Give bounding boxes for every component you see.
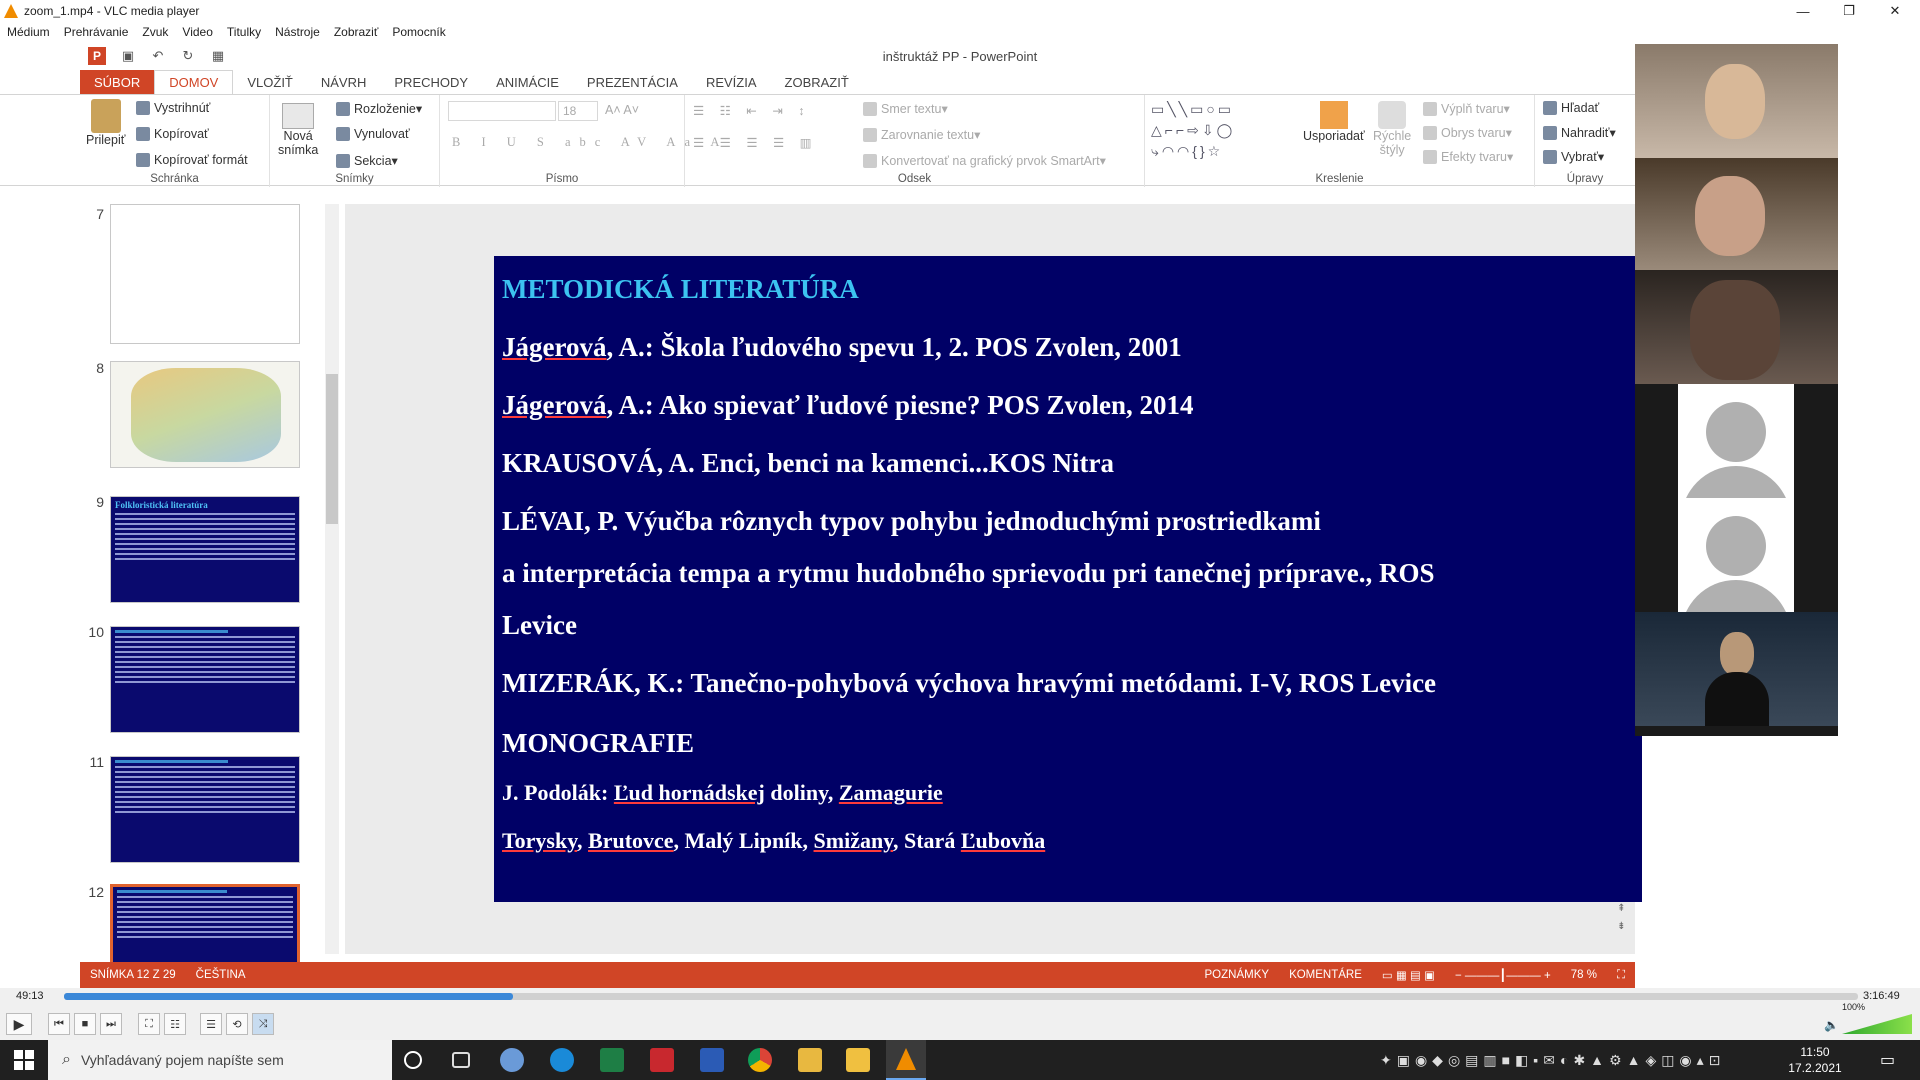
participant-video-3 bbox=[1635, 270, 1838, 384]
document-title: inštruktáž PP - PowerPoint bbox=[882, 49, 1038, 64]
view-buttons[interactable]: ▭ ▦ ▤ ▣ bbox=[1381, 970, 1435, 982]
map-image bbox=[121, 229, 271, 319]
replace-button[interactable]: Nahradiť ▾ bbox=[1543, 125, 1616, 140]
task-view-icon[interactable] bbox=[452, 1052, 470, 1068]
scrollbar-thumb[interactable] bbox=[326, 374, 338, 524]
thumbnail-slide-11[interactable] bbox=[110, 756, 300, 863]
menu-subtitles[interactable]: Titulky bbox=[226, 25, 262, 39]
edge-icon[interactable] bbox=[550, 1048, 574, 1072]
new-slide-button[interactable]: Nová snímka bbox=[278, 103, 318, 157]
slides-group bbox=[270, 95, 440, 187]
person-face bbox=[1720, 632, 1754, 676]
tab-file[interactable]: SÚBOR bbox=[80, 70, 154, 94]
participant-tile-no-video-1 bbox=[1635, 384, 1838, 498]
edit-scroll-buttons[interactable]: ⇞ ⇟ bbox=[1617, 903, 1626, 932]
slide-line-5: a interpretácia tempa a rytmu hudobného sprievodu pri tanečnej príprave., ROS bbox=[502, 558, 1435, 588]
menu-playback[interactable]: Prehrávanie bbox=[63, 25, 129, 39]
slide-line-8: MONOGRAFIE bbox=[502, 728, 694, 758]
tab-home[interactable]: DOMOV bbox=[154, 70, 233, 94]
slide-line-2: Jágerová, A.: Ako spievať ľudové piesne? POS Zvolen, 2014 bbox=[502, 390, 1194, 420]
brush-icon bbox=[136, 153, 150, 167]
comments-button[interactable]: KOMENTÁRE bbox=[1289, 969, 1362, 981]
arrange-button[interactable]: Usporiadať bbox=[1303, 101, 1365, 143]
shape-effects-button[interactable]: Efekty tvaru ▾ bbox=[1423, 149, 1513, 164]
vlc-taskbar-button[interactable] bbox=[886, 1040, 926, 1080]
current-slide[interactable] bbox=[494, 256, 1642, 902]
vlc-menu-bar bbox=[0, 22, 1920, 42]
thumb-number: 12 bbox=[88, 884, 104, 900]
smartart-icon bbox=[863, 154, 877, 168]
font-style-buttons[interactable]: B I U S abc AV Aa A bbox=[452, 135, 729, 149]
slides-label: Snímky bbox=[335, 173, 374, 185]
slide-line-3: KRAUSOVÁ, A. Enci, benci na kamenci...KOS Nitra bbox=[502, 448, 1115, 478]
reset-button[interactable]: Vynulovať bbox=[336, 127, 410, 141]
shape-outline-button[interactable]: Obrys tvaru ▾ bbox=[1423, 125, 1512, 140]
zoom-slider[interactable]: − ———┃——— + bbox=[1454, 970, 1551, 982]
thumb-title: Folkloristická literatúra bbox=[115, 500, 208, 510]
minimize-button[interactable]: — bbox=[1796, 3, 1810, 19]
grow-font-icon[interactable]: A˄ A˅ bbox=[605, 103, 640, 117]
taskbar-search[interactable] bbox=[48, 1040, 392, 1080]
thumbnail-slide-9[interactable] bbox=[110, 496, 300, 603]
menu-medium[interactable]: Médium bbox=[7, 25, 50, 39]
tab-animations[interactable]: ANIMÁCIE bbox=[496, 74, 559, 90]
window-title: zoom_1.mp4 - VLC media player bbox=[24, 4, 200, 18]
drawing-label: Kreslenie bbox=[1315, 173, 1364, 185]
drawing-group bbox=[1145, 95, 1535, 187]
undo-icon[interactable]: ↶ bbox=[152, 48, 164, 63]
menu-tools[interactable]: Nástroje bbox=[275, 25, 320, 39]
start-presentation-icon[interactable]: ▦ bbox=[211, 48, 225, 63]
participant-video-6 bbox=[1635, 612, 1838, 726]
reset-icon bbox=[336, 127, 350, 141]
font-group bbox=[440, 95, 729, 187]
user-avatar-body bbox=[1681, 466, 1791, 498]
quick-styles-button[interactable]: Rýchle štýly bbox=[1373, 101, 1411, 157]
cut-button[interactable]: Vystrihnúť bbox=[136, 101, 210, 115]
slide-line-7: MIZERÁK, K.: Tanečno-pohybová výchova hravými metódami. I-V, ROS Levice bbox=[502, 668, 1437, 698]
video-letterbox bbox=[1838, 44, 1920, 988]
word-icon[interactable] bbox=[700, 1048, 724, 1072]
taskbar-clock[interactable] bbox=[1770, 1044, 1860, 1076]
app-icon[interactable] bbox=[500, 1048, 524, 1072]
slide-line-1: Jágerová, A.: Škola ľudového spevu 1, 2. POS Zvolen, 2001 bbox=[502, 332, 1182, 362]
chrome-icon[interactable] bbox=[748, 1048, 772, 1072]
tab-insert[interactable]: VLOŽIŤ bbox=[247, 74, 293, 90]
play-button[interactable]: ▶ bbox=[6, 1013, 32, 1035]
user-avatar-icon bbox=[1706, 516, 1766, 576]
windows-start-icon[interactable] bbox=[14, 1050, 34, 1070]
align-text-button[interactable]: Zarovnanie textu ▾ bbox=[863, 127, 980, 142]
map-image bbox=[131, 368, 281, 462]
format-painter-button[interactable]: Kopírovať formát bbox=[136, 153, 248, 167]
playlist-button[interactable]: ☰ bbox=[200, 1013, 222, 1035]
fullscreen-button[interactable]: ⛶ bbox=[138, 1013, 160, 1035]
clock-time: 11:50 bbox=[1800, 1045, 1830, 1059]
notes-button[interactable]: POZNÁMKY bbox=[1204, 969, 1270, 981]
ribbon bbox=[0, 94, 1635, 186]
redo-icon[interactable]: ↻ bbox=[182, 48, 194, 63]
excel-icon[interactable] bbox=[600, 1048, 624, 1072]
thumbnail-scrollbar[interactable] bbox=[325, 204, 339, 954]
binoculars-icon bbox=[1543, 101, 1557, 115]
thumb-number: 10 bbox=[88, 624, 104, 640]
extended-settings-button[interactable]: ☷ bbox=[164, 1013, 186, 1035]
menu-view[interactable]: Zobraziť bbox=[333, 25, 379, 39]
user-avatar-body bbox=[1681, 580, 1791, 612]
editing-label: Úpravy bbox=[1566, 173, 1604, 185]
text-direction-icon bbox=[863, 102, 877, 116]
paragraph-group bbox=[685, 95, 1145, 187]
slide-line-4: LÉVAI, P. Výučba rôznych typov pohybu jednoduchými prostriedkami bbox=[502, 506, 1321, 536]
seek-progress bbox=[64, 993, 513, 1000]
scissors-icon bbox=[136, 101, 150, 115]
fill-icon bbox=[1423, 102, 1437, 116]
menu-help[interactable]: Pomocník bbox=[392, 25, 446, 39]
align-buttons[interactable]: ☰ ☰ ☰ ☰ ▥ bbox=[693, 136, 818, 150]
total-time: 3:16:49 bbox=[1863, 990, 1900, 1002]
section-button[interactable]: Sekcia ▾ bbox=[336, 153, 398, 168]
clock-date: 17.2.2021 bbox=[1788, 1061, 1842, 1075]
vlc-controls bbox=[0, 988, 1920, 1040]
maximize-button[interactable]: ❐ bbox=[1843, 3, 1855, 18]
layout-button[interactable]: Rozloženie ▾ bbox=[336, 101, 422, 116]
align-text-icon bbox=[863, 128, 877, 142]
save-icon[interactable]: ▣ bbox=[121, 48, 135, 63]
new-slide-icon bbox=[282, 103, 314, 129]
replace-icon bbox=[1543, 126, 1557, 140]
slide-line-6: Levice bbox=[502, 610, 577, 640]
search-icon: ⌕ bbox=[62, 1051, 71, 1068]
windows-taskbar bbox=[0, 1040, 1920, 1080]
vlc-title-bar bbox=[0, 0, 1920, 22]
elapsed-time: 49:13 bbox=[16, 990, 44, 1002]
thumb-number: 11 bbox=[89, 754, 104, 770]
person-face bbox=[1695, 176, 1765, 256]
thumbnail-slide-7[interactable] bbox=[110, 204, 300, 344]
person-face bbox=[1690, 280, 1780, 380]
thumb-number: 8 bbox=[96, 360, 104, 376]
close-button[interactable]: ✕ bbox=[1889, 3, 1901, 18]
section-icon bbox=[336, 154, 350, 168]
volume-level: 100% bbox=[1842, 1002, 1866, 1012]
menu-video[interactable]: Video bbox=[182, 25, 213, 39]
previous-button[interactable]: ⏮ bbox=[48, 1013, 70, 1035]
fit-slide-icon[interactable]: ⛶ bbox=[1616, 968, 1625, 981]
user-avatar-icon bbox=[1706, 402, 1766, 462]
copy-icon bbox=[136, 127, 150, 141]
paragraph-label: Odsek bbox=[897, 173, 932, 185]
text-direction-button[interactable]: Smer textu ▾ bbox=[863, 101, 948, 116]
app-red-icon[interactable] bbox=[650, 1048, 674, 1072]
person-face bbox=[1705, 64, 1765, 139]
slide-line-9: J. Podolák: Ľud hornádskej doliny, Zamagurie bbox=[502, 780, 943, 805]
tab-design[interactable]: NÁVRH bbox=[320, 74, 367, 90]
speaker-icon[interactable]: 🔈 bbox=[1824, 1018, 1839, 1032]
shapes-gallery[interactable]: ▭╲╲▭○▭ △⌐⌐⇨⇩◯ ⤷◠◠{}☆ bbox=[1151, 101, 1236, 159]
copy-button[interactable]: Kopírovať bbox=[136, 127, 209, 141]
slide-thumbnail-pane bbox=[80, 204, 345, 964]
font-label: Písmo bbox=[545, 173, 579, 185]
clipboard-group bbox=[80, 95, 270, 187]
thumbnail-slide-10[interactable] bbox=[110, 626, 300, 733]
person-body bbox=[1705, 672, 1769, 726]
paste-button[interactable]: Prilepiť bbox=[86, 99, 125, 147]
zoom-level[interactable]: 78 % bbox=[1570, 969, 1597, 981]
arrange-icon bbox=[1320, 101, 1348, 129]
participant-video-2 bbox=[1635, 158, 1838, 270]
editing-group bbox=[1535, 95, 1635, 187]
folder-icon[interactable] bbox=[798, 1048, 822, 1072]
slide-heading: METODICKÁ LITERATÚRA bbox=[502, 274, 859, 304]
vlc-cone-icon bbox=[896, 1048, 916, 1070]
slide-line-10: Torysky, Brutovce, Malý Lipník, Smižany, Stará Ľubovňa bbox=[502, 828, 1046, 853]
thumb-number: 9 bbox=[96, 494, 104, 510]
powerpoint-logo-icon: P bbox=[88, 47, 106, 65]
search-placeholder: Vyhľadávaný pojem napíšte sem bbox=[80, 1052, 284, 1068]
list-buttons[interactable]: ☰ ☷ ⇤ ⇥ ↕ bbox=[693, 104, 811, 118]
system-tray-icons[interactable]: ✦▣◉◆◎▤▥■◧▪✉◐✱▲⚙▲◈◫◉▴⊡ bbox=[1380, 1052, 1726, 1068]
participant-video-1 bbox=[1635, 44, 1838, 158]
thumbnail-slide-8[interactable] bbox=[110, 361, 300, 468]
font-size-field[interactable]: 18 bbox=[558, 101, 598, 121]
cortana-icon[interactable] bbox=[404, 1051, 422, 1069]
next-button[interactable]: ⏭ bbox=[100, 1013, 122, 1035]
notification-icon[interactable]: ▭ bbox=[1880, 1052, 1896, 1069]
smartart-button[interactable]: Konvertovať na grafický prvok SmartArt ▾ bbox=[863, 153, 1106, 168]
stop-button[interactable]: ■ bbox=[74, 1013, 96, 1035]
language-indicator[interactable]: ČEŠTINA bbox=[195, 969, 246, 981]
find-button[interactable]: Hľadať bbox=[1543, 101, 1599, 115]
tab-review[interactable]: REVÍZIA bbox=[705, 74, 757, 90]
participant-video-panel bbox=[1635, 44, 1838, 736]
menu-audio[interactable]: Zvuk bbox=[142, 25, 169, 39]
seek-bar[interactable] bbox=[64, 993, 1858, 1000]
tab-view[interactable]: ZOBRAZIŤ bbox=[784, 74, 849, 90]
outline-icon bbox=[1423, 126, 1437, 140]
clipboard-label: Schránka bbox=[150, 173, 199, 185]
quick-access-toolbar bbox=[0, 42, 1635, 70]
effects-icon bbox=[1423, 150, 1437, 164]
volume-slider[interactable] bbox=[1842, 1014, 1912, 1034]
shuffle-button[interactable]: ⤨ bbox=[252, 1013, 274, 1035]
file-explorer-icon[interactable] bbox=[846, 1048, 870, 1072]
quick-styles-icon bbox=[1378, 101, 1406, 129]
select-button[interactable]: Vybrať ▾ bbox=[1543, 149, 1604, 164]
layout-icon bbox=[336, 102, 350, 116]
tab-slideshow[interactable]: PREZENTÁCIA bbox=[586, 74, 678, 90]
shape-fill-button[interactable]: Výplň tvaru ▾ bbox=[1423, 101, 1510, 116]
tab-transitions[interactable]: PRECHODY bbox=[394, 74, 469, 90]
ribbon-tabs bbox=[0, 70, 1635, 94]
paste-icon bbox=[91, 99, 121, 133]
cursor-icon bbox=[1543, 150, 1557, 164]
thumb-number: 7 bbox=[96, 206, 104, 222]
participant-tile-no-video-2 bbox=[1635, 498, 1838, 612]
ppt-status-bar bbox=[80, 962, 1635, 988]
loop-button[interactable]: ⟲ bbox=[226, 1013, 248, 1035]
font-name-field[interactable] bbox=[448, 101, 556, 121]
slide-counter: SNÍMKA 12 Z 29 bbox=[90, 969, 176, 981]
vlc-cone-icon bbox=[4, 4, 18, 18]
